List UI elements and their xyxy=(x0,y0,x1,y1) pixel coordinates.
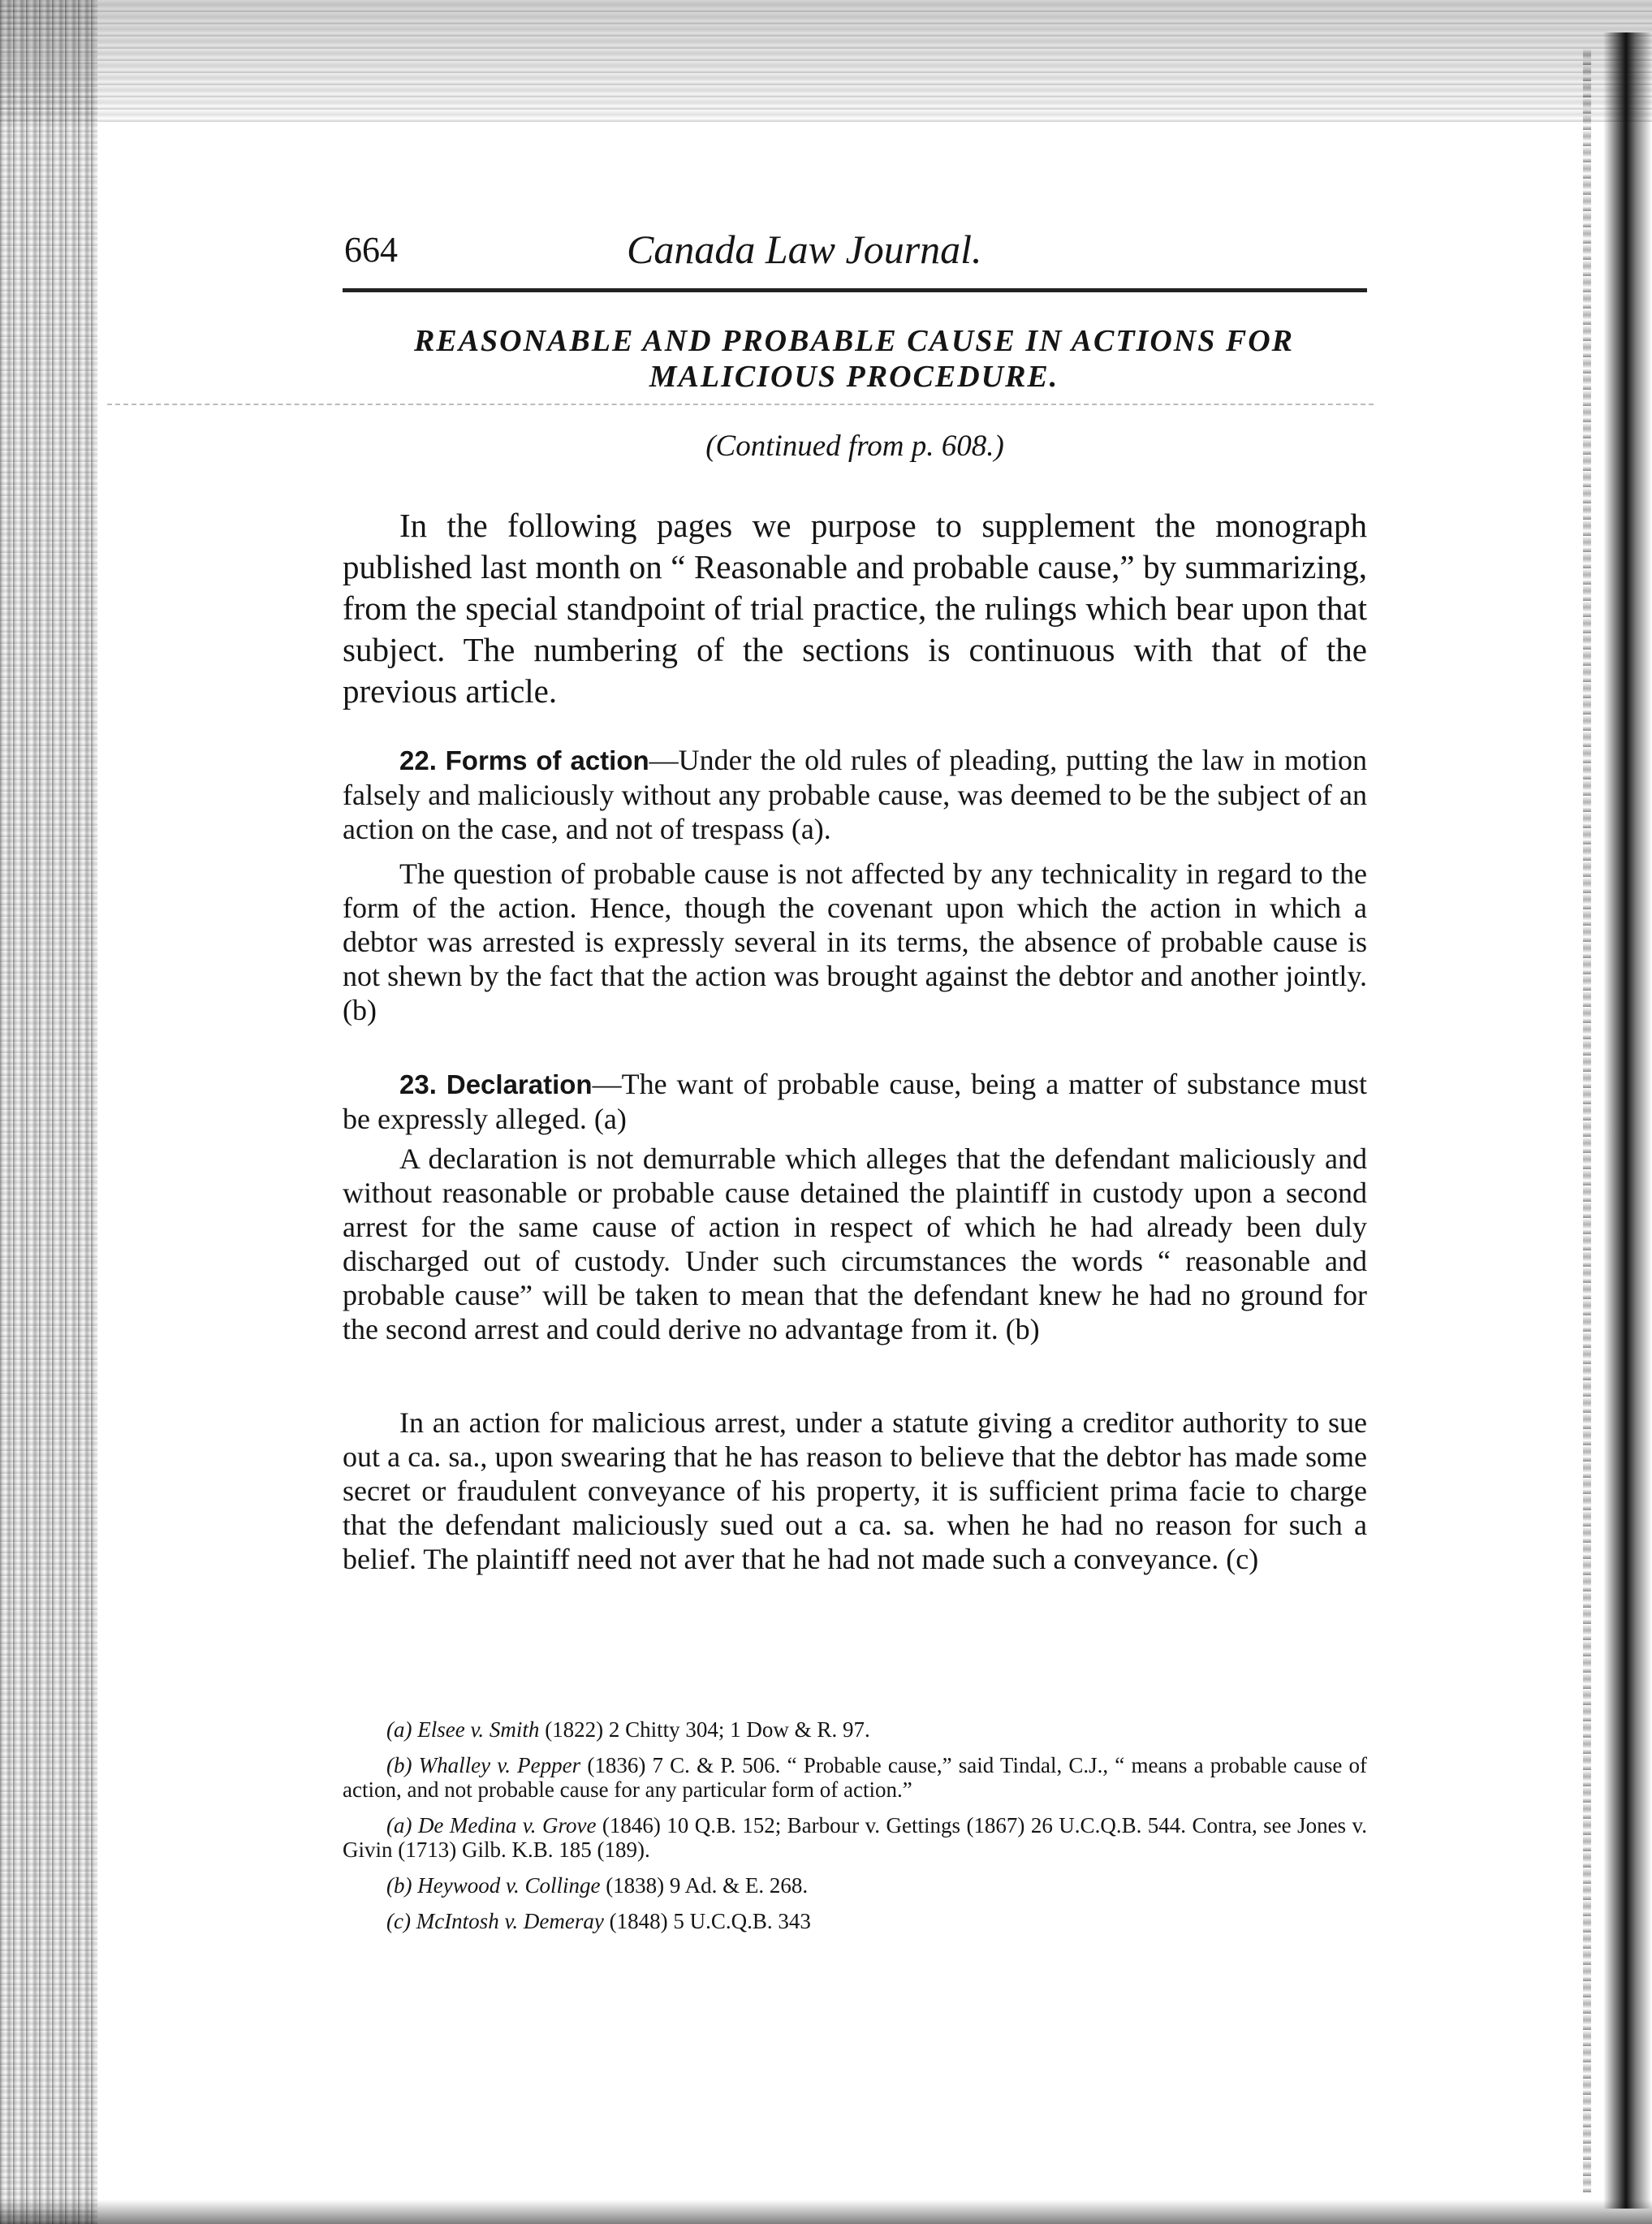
section-23-paragraph-3: In an action for malicious arrest, under a statute giving a creditor authority to sue out a ca. sa., upon swearing that he has reason to believe that the debtor has made some secret or fraudulent conveyance of his property, it is sufficient prima facie to charge that the defendant maliciously sued out a ca. sa. when he had no reason for such a belief. The plaintiff need not aver that he had not made such a conveyance. (c) xyxy=(343,1406,1367,1575)
footnotes xyxy=(343,1717,1367,1945)
section-text: —Under the old rules of pleading, putting the law in motion falsely and maliciously without any probable cause, was deemed to be the subject of an action on the case, and not of trespass (a). xyxy=(343,744,1367,845)
section-heading: Forms of action xyxy=(445,745,649,775)
footnote-case: Heywood v. Collinge xyxy=(417,1873,601,1898)
header-rule xyxy=(343,288,1367,292)
section-text: —The want of probable cause, being a matter of substance must be expressly alleged. (a) xyxy=(343,1068,1368,1135)
footnote-case: Whalley v. Pepper xyxy=(418,1753,581,1777)
footnote-case: McIntosh v. Demeray xyxy=(416,1909,604,1933)
journal-page xyxy=(343,0,1367,2224)
footnote-text: (1822) 2 Chitty 304; 1 Dow & R. 97. xyxy=(539,1717,870,1742)
scan-edge-right xyxy=(1603,32,1652,2209)
journal-title: Canada Law Journal. xyxy=(627,227,982,272)
footnote-text: (1836) 7 C. & P. 506. “ Probable cause,” said Tindal, C.J., “ means a probable cause of action, and not probable cause for any particular form of action.” xyxy=(343,1753,1367,1802)
footnote xyxy=(343,1813,1367,1862)
page-number: 664 xyxy=(344,230,398,270)
running-head xyxy=(343,229,1367,278)
section-23-paragraph-1 xyxy=(343,1067,1367,1136)
footnote-mark: (a) xyxy=(386,1813,412,1837)
section-23-paragraph-2: A declaration is not demurrable which alleges that the defendant maliciously and without reasonable or probable cause detained the plaintiff in custody upon a second arrest for the same cause of action in respect of which he had already been duly discharged out of custody. Under such circumstances the words “ reasonable and probable cause” will be taken to mean that the defendant knew he had no ground for the second arrest and could derive no advantage from it. (b) xyxy=(343,1142,1367,1345)
section-number: 22. xyxy=(399,745,437,775)
scan-edge-left xyxy=(0,0,97,2224)
article-title xyxy=(322,323,1386,395)
section-22-paragraph-2: The question of probable cause is not affected by any technicality in regard to the form of the action. Hence, though the covenant upon which the action in which a debtor was arrested is expressly several in its terms, the absence of probable cause is not shewn by the fact that the action was brought against the debtor and another jointly. (b) xyxy=(343,857,1367,1026)
footnote xyxy=(343,1873,1367,1898)
footnote-mark: (a) xyxy=(386,1717,412,1742)
footnote xyxy=(343,1909,1367,1933)
continued-note: (Continued from p. 608.) xyxy=(705,430,1004,463)
article-title-line-1: REASONABLE AND PROBABLE CAUSE IN ACTIONS FOR xyxy=(414,324,1294,358)
footnote-case: Elsee v. Smith xyxy=(417,1717,540,1742)
footnote xyxy=(343,1753,1367,1802)
article-title-line-2: MALICIOUS PROCEDURE. xyxy=(649,360,1059,394)
footnote xyxy=(343,1717,1367,1742)
footnote-text: (1838) 9 Ad. & E. 268. xyxy=(600,1873,809,1898)
intro-paragraph: In the following pages we purpose to supplement the monograph published last month on “ Reasonable and probable cause,” by summarizing, from the special standpoint of trial practice, the rulings which bear upon that subject. The numbering of the sections is continuous with that of the previous article. xyxy=(343,507,1367,710)
footnote-mark: (c) xyxy=(386,1909,411,1933)
footnote-mark: (b) xyxy=(386,1873,412,1898)
footnote-text: (1848) 5 U.C.Q.B. 343 xyxy=(603,1909,811,1933)
footnote-mark: (b) xyxy=(386,1753,412,1777)
section-22-paragraph-1 xyxy=(343,743,1367,846)
section-heading: Declaration xyxy=(446,1069,593,1099)
section-number: 23. xyxy=(399,1069,437,1099)
faint-rule xyxy=(107,404,1374,405)
scan-edge-right-inner xyxy=(1583,49,1591,2192)
footnote-case: De Medina v. Grove xyxy=(417,1813,597,1837)
footnote-text: (1846) 10 Q.B. 152; Barbour v. Gettings (1867) 26 U.C.Q.B. 544. Contra, see Jones v. Givin (1713) Gilb. K.B. 185 (189). xyxy=(343,1813,1367,1862)
